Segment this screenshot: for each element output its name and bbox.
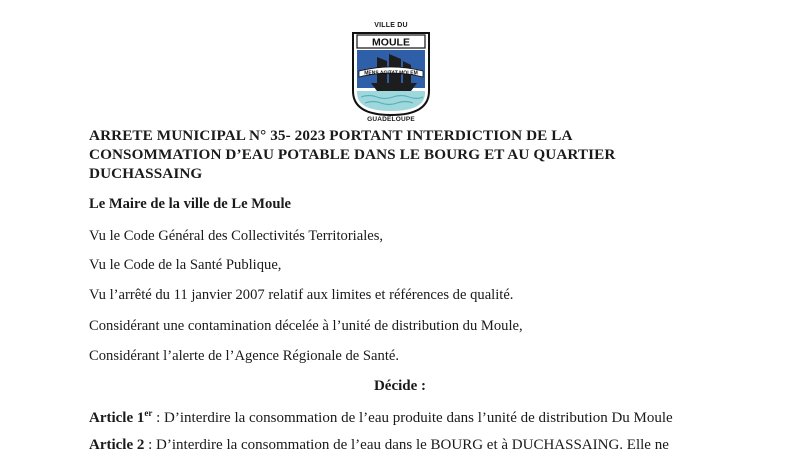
crest-name-text: MOULE <box>372 36 410 49</box>
article-1 <box>89 408 673 427</box>
mayor-line: Le Maire de la ville de Le Moule <box>89 196 291 212</box>
article-label: Article 2 <box>89 437 145 450</box>
article-text: : D’interdire la consommation de l’eau produite dans l’unité de distribution Du Moule <box>152 410 673 426</box>
consideration-line: Vu le Code Général des Collectivités Territoriales, <box>89 228 384 244</box>
article-superscript: er <box>144 408 153 418</box>
consideration-line: Vu le Code de la Santé Publique, <box>89 257 282 273</box>
title-line: ARRETE MUNICIPAL N° 35- 2023 PORTANT INTERDICTION DE LA <box>89 127 573 144</box>
town-crest <box>348 22 434 126</box>
title-line: CONSOMMATION D’EAU POTABLE DANS LE BOURG ET AU QUARTIER <box>89 146 616 163</box>
title-line: DUCHASSAING <box>89 165 203 182</box>
consideration-line: Considérant une contamination décelée à l’unité de distribution du Moule, <box>89 318 523 334</box>
crest-motto-text: MENS AGITAT MOLEM <box>364 70 418 77</box>
article-label: Article 1 <box>89 410 145 426</box>
article-text: : D’interdire la consommation de l’eau dans le BOURG et à DUCHASSAING. Elle ne <box>144 437 669 450</box>
crest-top-text: VILLE DU <box>374 22 408 29</box>
decree-title <box>89 126 729 183</box>
article-2 <box>89 437 669 450</box>
crest-shield-icon <box>351 31 431 117</box>
consideration-line: Considérant l’alerte de l’Agence Régionale de Santé. <box>89 348 399 364</box>
consideration-line: Vu l’arrêté du 11 janvier 2007 relatif aux limites et références de qualité. <box>89 287 514 303</box>
decide-heading: Décide : <box>373 378 427 394</box>
crest-bottom-text: GUADELOUPE <box>367 116 415 123</box>
